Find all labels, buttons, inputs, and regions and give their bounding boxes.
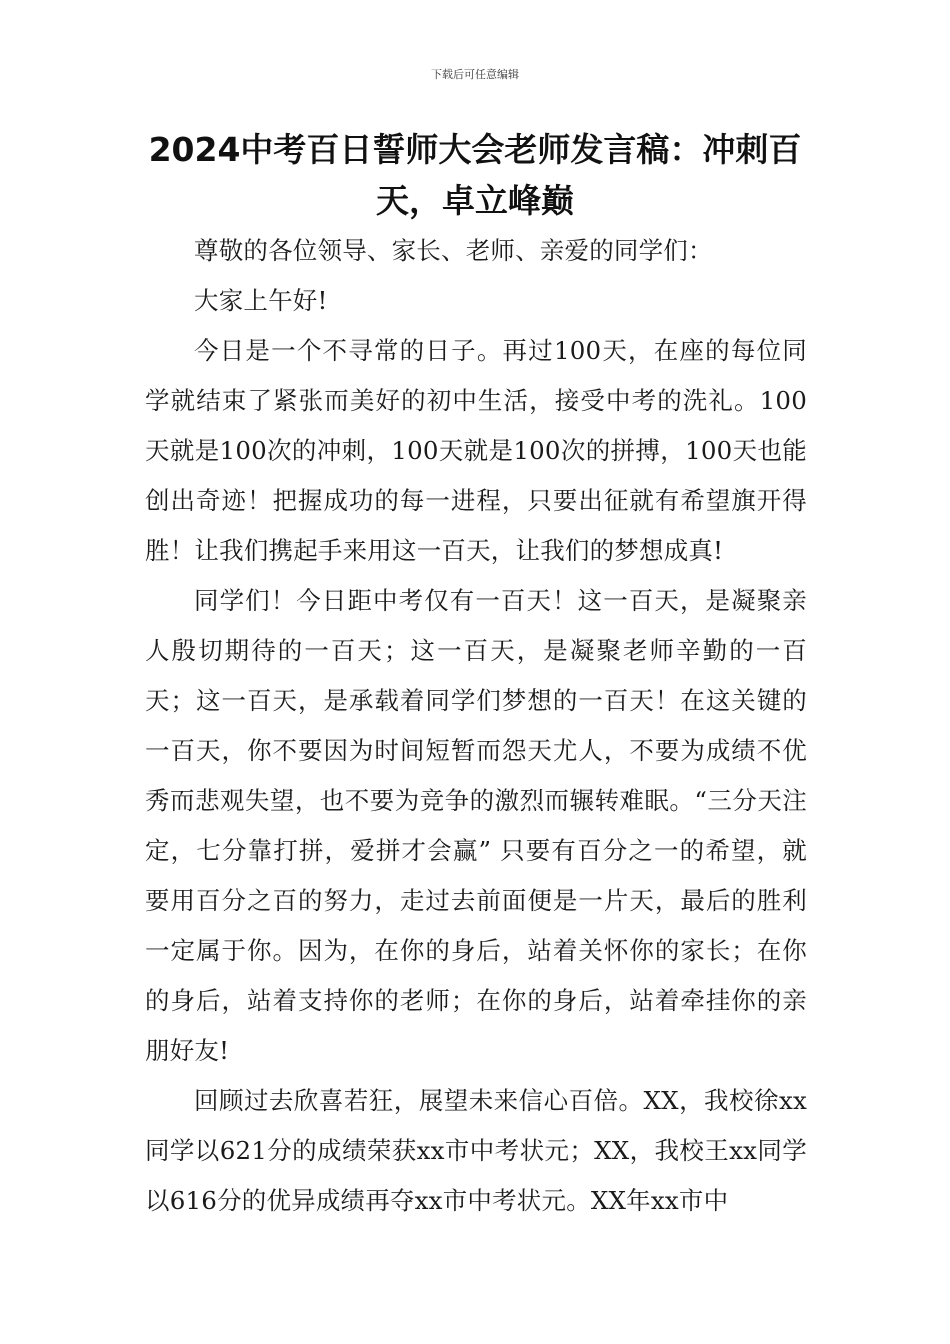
document-body — [145, 226, 807, 1226]
body-paragraph: 回顾过去欣喜若狂，展望未来信心百倍。XX，我校徐xx同学以621分的成绩荣获xx市中考状元；XX，我校王xx同学以616分的优异成绩再夺xx市中考状元。XX年xx市中 — [145, 1086, 807, 1215]
salutation-paragraph: 尊敬的各位领导、家长、老师、亲爱的同学们： — [194, 236, 713, 265]
document-title: 2024中考百日誓师大会老师发言稿：冲刺百天，卓立峰巅 — [148, 130, 802, 220]
header-note: 下载后可任意编辑 — [431, 68, 519, 81]
body-paragraph: 同学们！今日距中考仅有一百天！这一百天，是凝聚亲人殷切期待的一百天；这一百天，是凝聚老师辛勤的一百天；这一百天，是承载着同学们梦想的一百天！在这关键的一百天，你不要因为时间短暂而怨天尤人，不要为成绩不优秀而悲观失望，也不要为竞争的激烈而辗转难眠。“三分天注定，七分靠打拼，爱拼才会赢” 只要有百分之一的希望，就要用百分之百的努力，走过去前面便是一片天，最后的胜利一定属于你。因为，在你的身后，站着关怀你的家长；在你的身后，站着支持你的老师；在你的身后，站着牵挂你的亲朋好友! — [145, 586, 807, 1065]
greeting-paragraph: 大家上午好! — [194, 286, 328, 315]
body-paragraph: 今日是一个不寻常的日子。再过100天，在座的每位同学就结束了紧张而美好的初中生活，接受中考的洗礼。100天就是100次的冲刺，100天就是100次的拼搏，100天也能创出奇迹！把握成功的每一进程，只要出征就有希望旗开得胜！让我们携起手来用这一百天，让我们的梦想成真! — [145, 336, 807, 565]
